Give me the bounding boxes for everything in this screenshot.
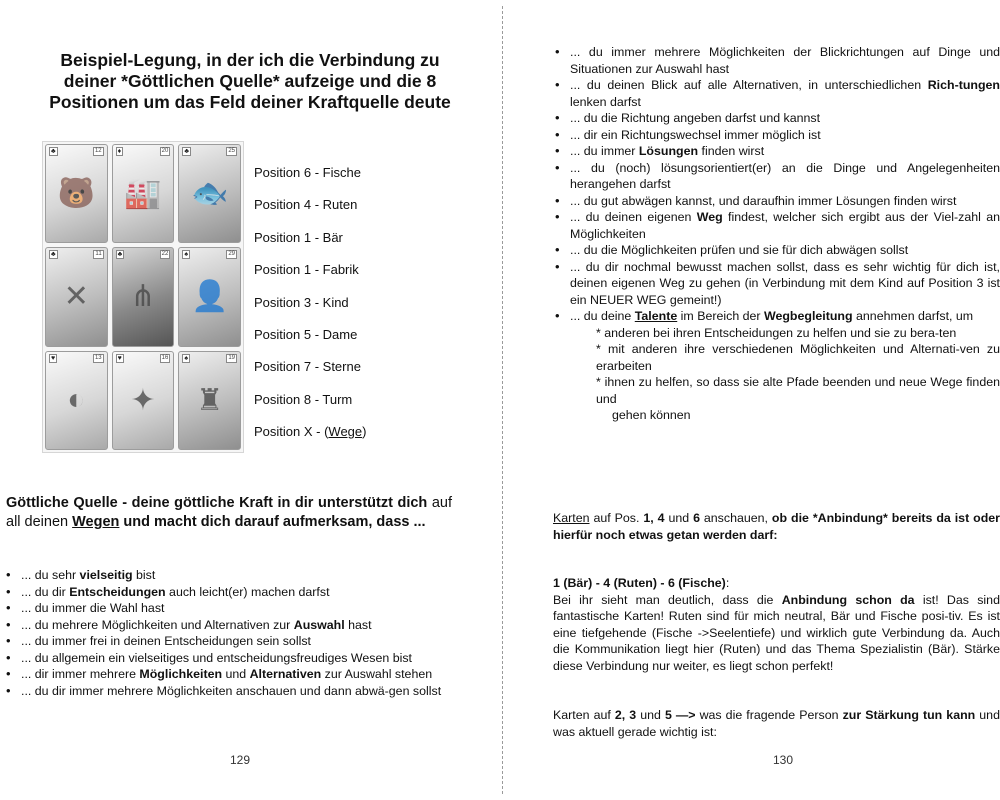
bullet-text: zur Auswahl stehen	[321, 667, 433, 681]
last-text: und	[636, 708, 665, 722]
last-bold: 2, 3	[614, 708, 637, 722]
left-bullet-list	[4, 567, 450, 699]
bullet-text: und	[222, 667, 250, 681]
analysis-text: ist! Das sind fantastische Karten! Ruten sind für mich neutral, Bär und Fische posi-tiv. Es ist eine tiefgehende (Fische ->Seelentiefe) und wirklich gute Verbindung da. Auch die Kommunikation liegt hier (Ruten) und das Thema Spezialistin (Bär). Stärke diese Verbindung nur weiter, es liegt schon perfekt!	[553, 592, 1000, 673]
right-bullet-list	[553, 44, 1000, 424]
position-item-x	[254, 416, 494, 448]
list-item	[4, 617, 450, 634]
bullet-text: ... du dir nochmal bewusst machen sollst, dass es sehr wichtig für dich ist, deinen eigenen Weg zu gehen (in Verbindung mit dem Kind auf Position 3 ist ein NEUER WEG gemeint!)	[570, 259, 1000, 307]
card-number: 16	[161, 354, 169, 361]
bullet-text: ... du deine	[570, 309, 635, 323]
bullet-text: ... du (noch) lösungsorientiert(er) an die Dinge und Angelegenheiten herangehen darfst	[570, 160, 1000, 191]
card-tower	[178, 351, 241, 450]
bullet-text: ... du immer mehrere Möglichkeiten der Blickrichtungen auf Dinge und Situationen zur Auswahl hast	[570, 45, 1000, 76]
list-item	[553, 127, 1000, 144]
bullet-text: annehmen darfst, um	[852, 309, 974, 323]
positions-list	[254, 157, 494, 449]
bullet-text: im Bereich der	[677, 309, 764, 323]
bullet-bold: Wegbegleitung	[764, 309, 853, 323]
bullet-text: hast	[344, 617, 372, 632]
last-bold: zur Stärkung tun kann	[842, 708, 976, 722]
intro-bold: Göttliche Quelle - deine göttliche Kraft in dir unterstützt dich	[6, 495, 428, 511]
bullet-bold: Rich-tungen	[927, 78, 1000, 92]
card-suit: ♥	[51, 354, 56, 362]
last-text: Karten auf	[553, 708, 615, 722]
bullet-text: ... du die Richtung angeben darfst und kannst	[570, 111, 821, 125]
card-fish	[178, 144, 241, 243]
card-number: 20	[161, 148, 169, 154]
card-number: 29	[228, 251, 235, 258]
bullet-bold: Entscheidungen	[69, 584, 166, 599]
sub-item-tail: gehen können	[612, 408, 691, 422]
card-number: 11	[95, 251, 102, 258]
sub-item: * mit anderen ihre verschiedenen Möglichkeiten und Alternati-ven zu erarbeiten	[596, 342, 1000, 373]
karten-text: anschauen,	[699, 511, 772, 525]
analysis-text: Bei ihr sieht man deutlich, dass die	[553, 592, 782, 607]
list-item	[4, 600, 450, 617]
bullet-text: ... du immer	[570, 144, 639, 158]
card-lady	[178, 247, 241, 346]
karten-bold: 1, 4	[643, 511, 665, 525]
position-item: Position 8 - Turm	[254, 391, 353, 407]
bullet-text: ... du gut abwägen kannst, und daraufhin immer Lösungen finden wirst	[570, 193, 957, 208]
whips-icon: ✕	[63, 280, 89, 314]
last-bold: 5 —>	[664, 708, 696, 722]
card-number: 22	[161, 251, 169, 258]
intro-wegen: Wegen	[72, 514, 120, 530]
bullet-text: ... du sehr	[21, 568, 80, 582]
bullet-text: findest, welcher sich ergibt aus der Viel-zahl an Möglichkeiten	[570, 210, 1000, 241]
bullet-bold: Weg	[696, 210, 723, 224]
position-x-prefix: Position X - (	[254, 424, 329, 440]
card-suit: ♣	[117, 251, 123, 259]
bullet-text: ... dir immer mehrere	[21, 667, 140, 681]
bullet-text: auch leicht(er) machen darfst	[165, 584, 330, 599]
card-suit: ♣	[51, 148, 56, 155]
card-stars	[112, 351, 175, 450]
title-line-1: Beispiel-Legung, in der ich die Verbindung zu	[60, 50, 440, 70]
list-item	[553, 209, 1000, 242]
intro-paragraph	[6, 494, 452, 532]
bullet-text: ... du dir immer mehrere Möglichkeiten anschauen und dann abwä-gen sollst	[21, 683, 442, 698]
position-item: Position 5 - Dame	[254, 326, 358, 342]
bullet-text: ... du deinen eigenen	[570, 210, 697, 224]
karten-bold: 6	[693, 511, 700, 525]
card-bear	[45, 144, 108, 243]
intro-text: auf all deinen	[6, 495, 452, 530]
list-item	[553, 242, 1000, 259]
child-icon: ◐	[67, 383, 86, 417]
position-x-suffix: )	[362, 424, 367, 440]
bullet-text: ... du die Möglichkeiten prüfen und sie für dich abwägen sollst	[570, 243, 909, 257]
karten-text: auf Pos.	[589, 511, 644, 525]
card-spread	[42, 141, 244, 453]
bullet-bold: Lösungen	[638, 144, 699, 158]
bullet-bold: Talente	[634, 309, 678, 323]
bullet-text: ... du deinen Blick auf alle Alternativen, in unterschiedlichen	[570, 78, 928, 92]
card-suit: ♠	[184, 251, 189, 259]
list-item	[553, 143, 1000, 160]
card-number: 12	[94, 148, 102, 154]
card-suit: ♣	[51, 251, 56, 259]
card-suit: ♠	[184, 354, 189, 362]
position-item: Position 1 - Fabrik	[254, 262, 359, 278]
card-whips	[45, 247, 108, 346]
list-item	[4, 567, 450, 584]
bullet-bold: Alternativen	[249, 667, 322, 681]
position-item: Position 4 - Ruten	[254, 197, 358, 213]
bullet-text: ... dir ein Richtungswechsel immer möglich ist	[570, 127, 821, 142]
position-item: Position 3 - Kind	[254, 294, 349, 310]
right-page	[505, 0, 1000, 800]
fish-icon: 🐟	[190, 177, 229, 211]
list-item	[553, 44, 1000, 77]
list-item	[553, 193, 1000, 210]
factory-icon: 🏭	[124, 177, 162, 211]
bullet-text: ... du dir	[21, 584, 70, 599]
position-item: Position 1 - Bär	[254, 229, 343, 245]
analysis-colon: :	[725, 576, 730, 590]
page-divider	[502, 6, 503, 794]
last-text: und was aktuell gerade wichtig ist:	[553, 708, 1000, 739]
card-suit: ♦	[117, 148, 122, 155]
path-icon: ⋔	[130, 280, 156, 314]
bullet-text: ... du immer frei in deinen Entscheidungen sein sollst	[21, 634, 311, 648]
list-item	[4, 650, 450, 667]
bullet-text: ... du immer die Wahl hast	[21, 601, 165, 615]
bullet-text: bist	[132, 568, 156, 582]
title-line-2: deiner *Göttlichen Quelle* aufzeige und die 8	[63, 71, 437, 91]
list-item	[553, 259, 1000, 309]
bear-icon: 🐻	[57, 177, 95, 211]
page-number: 130	[773, 753, 794, 767]
analysis-paragraph	[553, 575, 1000, 674]
list-item	[4, 683, 450, 700]
card-path	[112, 247, 175, 346]
analysis-bold: Anbindung schon da	[781, 592, 915, 607]
list-item	[553, 77, 1000, 110]
list-item	[4, 584, 450, 601]
karten-text: und	[664, 511, 694, 525]
bullet-text: ... du allgemein ein vielseitiges und entscheidungsfreudiges Wesen bist	[21, 650, 413, 665]
intro-bold-tail: und macht dich darauf aufmerksam, dass ...	[119, 514, 426, 530]
page-number: 129	[230, 753, 251, 767]
card-suit: ♥	[117, 354, 122, 362]
karten-bold: ob die *Anbindung* bereits da ist oder hierfür noch etwas getan werden darf:	[553, 511, 1000, 542]
sub-item: * ihnen zu helfen, so dass sie alte Pfade beenden und neue Wege finden und	[596, 375, 1000, 406]
position-item: Position 7 - Sterne	[254, 359, 361, 375]
title-line-3: Positionen um das Feld deiner Kraftquelle deute	[49, 92, 451, 112]
karten-word: Karten	[553, 511, 590, 525]
list-item	[553, 110, 1000, 127]
list-item	[4, 633, 450, 650]
card-suit: ♣	[184, 148, 189, 155]
list-item	[4, 666, 450, 683]
page-title	[10, 50, 490, 113]
bullet-bold: vielseitig	[79, 568, 133, 582]
card-child	[45, 351, 108, 450]
card-number: 13	[94, 354, 102, 361]
bullet-text: lenken darfst	[570, 94, 641, 109]
position-item: Position 6 - Fische	[254, 165, 361, 180]
card-number: 19	[228, 354, 235, 361]
bullet-bold: Auswahl	[293, 617, 345, 632]
karten-paragraph	[553, 510, 1000, 543]
tower-icon: ♜	[196, 383, 224, 417]
last-text: was die fragende Person	[695, 708, 843, 722]
bullet-bold: Möglichkeiten	[139, 667, 223, 681]
stars-icon: ✦	[130, 383, 156, 417]
analysis-heading: 1 (Bär) - 4 (Ruten) - 6 (Fische)	[553, 576, 726, 590]
position-x-word: Wege	[328, 424, 363, 440]
card-number: 25	[228, 148, 235, 154]
last-paragraph	[553, 707, 1000, 740]
list-item	[553, 308, 1000, 424]
lady-icon: 👤	[190, 280, 229, 314]
bullet-text: ... du mehrere Möglichkeiten und Alternativen zur	[21, 617, 294, 632]
card-factory	[112, 144, 175, 243]
list-item	[553, 160, 1000, 193]
bullet-text: finden wirst	[698, 144, 765, 158]
sub-item: * anderen bei ihren Entscheidungen zu helfen und sie zu bera-ten	[596, 325, 957, 340]
